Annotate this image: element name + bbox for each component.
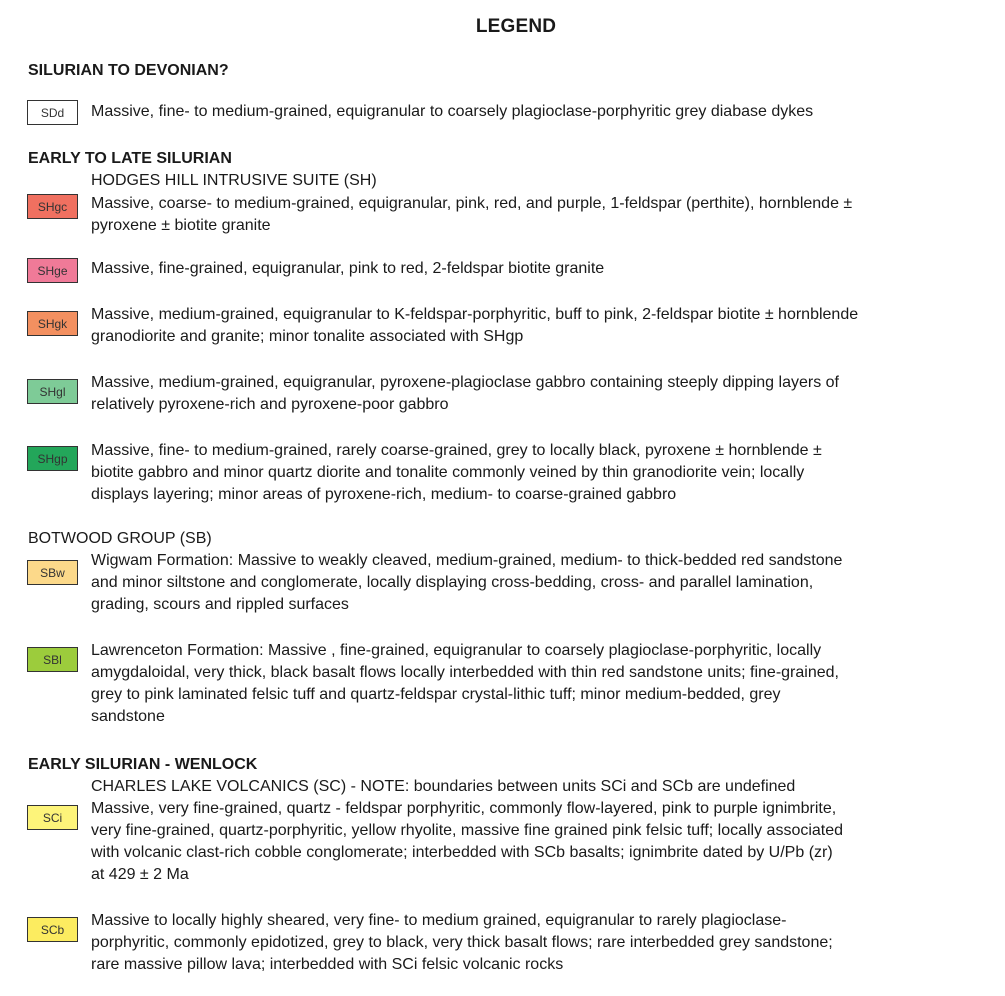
description-line: pyroxene ± biotite granite: [91, 217, 271, 234]
description-line: Lawrenceton Formation: Massive , fine-grained, equigranular to coarsely plagioclase-porphyritic, locally: [91, 642, 822, 659]
description-line: very fine-grained, quartz-porphyritic, yellow rhyolite, massive fine grained pink felsic tuff; locally associated: [91, 822, 844, 839]
description-line: rare massive pillow lava; interbedded with SCi felsic volcanic rocks: [91, 956, 564, 973]
description-line: relatively pyroxene-rich and pyroxene-poor gabbro: [91, 396, 449, 413]
unit-swatch: SHgk: [27, 311, 78, 336]
description-line: amygdaloidal, very thick, black basalt flows locally interbedded with thin red sandstone units; fine-grained,: [91, 664, 839, 681]
description-line: displays layering; minor areas of pyroxene-rich, medium- to coarse-grained gabbro: [91, 486, 677, 503]
legend-title: LEGEND: [475, 16, 557, 37]
description-line: with volcanic clast-rich cobble conglomerate; interbedded with SCb basalts; ignimbrite dated by U/Pb (zr): [91, 844, 833, 861]
description-line: at 429 ± 2 Ma: [91, 866, 189, 883]
group-botwood: BOTWOOD GROUP (SB): [28, 530, 212, 547]
heading-early-silurian-wenlock: EARLY SILURIAN - WENLOCK: [28, 756, 258, 773]
unit-swatch: SHgc: [27, 194, 78, 219]
heading-early-late-silurian: EARLY TO LATE SILURIAN: [28, 150, 232, 167]
description-line: Wigwam Formation: Massive to weakly cleaved, medium-grained, medium- to thick-bedded red sandstone: [91, 552, 843, 569]
unit-swatch: SCi: [27, 805, 78, 830]
unit-swatch: SCb: [27, 917, 78, 942]
heading-silurian-devonian: SILURIAN TO DEVONIAN?: [28, 62, 229, 79]
description-line: grading, scours and rippled surfaces: [91, 596, 349, 613]
unit-description: [91, 440, 1005, 506]
unit-description: [91, 798, 1005, 886]
description-line: Massive, coarse- to medium-grained, equigranular, pink, red, and purple, 1-feldspar (perthite), hornblende ±: [91, 195, 853, 212]
description-line: and minor siltstone and conglomerate, locally displaying cross-bedding, cross- and parallel lamination,: [91, 574, 814, 591]
unit-description: [91, 101, 1005, 123]
description-line: grey to pink laminated felsic tuff and quartz-feldspar crystal-lithic tuff; minor medium-bedded, grey: [91, 686, 781, 703]
description-line: Massive, medium-grained, equigranular, pyroxene-plagioclase gabbro containing steeply dipping layers of: [91, 374, 839, 391]
description-line: Massive, fine- to medium-grained, rarely coarse-grained, grey to locally black, pyroxene ± hornblende ±: [91, 442, 822, 459]
unit-description: [91, 304, 1005, 348]
description-line: Massive, fine- to medium-grained, equigranular to coarsely plagioclase-porphyritic grey diabase dykes: [91, 103, 814, 120]
unit-swatch: SHgl: [27, 379, 78, 404]
suite-hodges-hill: HODGES HILL INTRUSIVE SUITE (SH): [91, 172, 377, 189]
description-line: sandstone: [91, 708, 165, 725]
unit-description: [91, 550, 1005, 616]
description-line: granodiorite and granite; minor tonalite associated with SHgp: [91, 328, 524, 345]
unit-swatch: SDd: [27, 100, 78, 125]
unit-description: [91, 640, 1005, 728]
suite-charles-lake: CHARLES LAKE VOLCANICS (SC) - NOTE: boundaries between units SCi and SCb are undefined: [91, 778, 796, 795]
unit-description: [91, 910, 1005, 976]
unit-description: [91, 372, 1005, 416]
unit-swatch: SBw: [27, 560, 78, 585]
unit-swatch: SBl: [27, 647, 78, 672]
unit-swatch: SHge: [27, 258, 78, 283]
description-line: Massive to locally highly sheared, very fine- to medium grained, equigranular to rarely plagioclase-: [91, 912, 787, 929]
description-line: Massive, medium-grained, equigranular to K-feldspar-porphyritic, buff to pink, 2-feldspar biotite ± hornblende: [91, 306, 859, 323]
unit-swatch: SHgp: [27, 446, 78, 471]
description-line: Massive, very fine-grained, quartz - feldspar porphyritic, commonly flow-layered, pink to purple ignimbrite,: [91, 800, 837, 817]
description-line: Massive, fine-grained, equigranular, pink to red, 2-feldspar biotite granite: [91, 260, 605, 277]
description-line: porphyritic, commonly epidotized, grey to black, very thick basalt flows; rare interbedded grey sandstone;: [91, 934, 833, 951]
description-line: biotite gabbro and minor quartz diorite and tonalite commonly veined by thin granodiorite vein; locally: [91, 464, 805, 481]
unit-description: [91, 193, 1005, 237]
unit-description: [91, 258, 1005, 280]
